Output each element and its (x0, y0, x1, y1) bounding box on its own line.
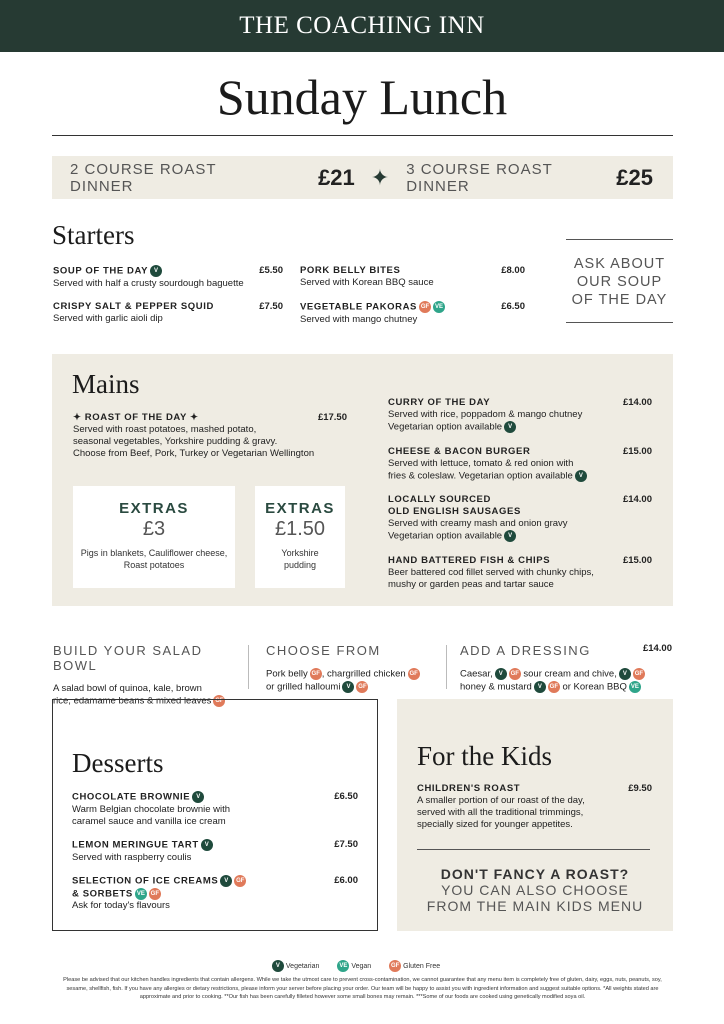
item-description: Served with raspberry coulis (72, 851, 192, 863)
vegetarian-badge-icon: V (192, 791, 204, 803)
legend-label: Vegan (351, 962, 372, 970)
three-course-label: 3 COURSE ROAST DINNER (406, 160, 553, 195)
item-description: Served with roast potatoes, mashed potato, (73, 424, 257, 435)
salad-heading: CHOOSE FROM (266, 643, 381, 658)
item-description: Warm Belgian chocolate brownie with (72, 803, 231, 815)
extras-title: EXTRAS (265, 500, 335, 517)
gluten-free-badge-icon: GF (149, 888, 161, 900)
vegetarian-badge-icon: V (495, 668, 507, 680)
item-description: specially sized for younger appetites. (417, 819, 573, 830)
salad-choose-column (266, 643, 441, 693)
gluten-free-badge-icon: GF (548, 681, 560, 693)
item-price: £15.00 (622, 555, 652, 566)
kids-heading: For the Kids (417, 741, 552, 771)
item-name: & SORBETS (72, 888, 133, 900)
dressing-option: Caesar, (460, 668, 493, 680)
extras-price: £1.50 (274, 518, 326, 540)
legend-label: Gluten Free (403, 962, 441, 970)
vegetarian-badge-icon: V (504, 530, 516, 542)
item-name: LEMON MERINGUE TART (72, 839, 199, 851)
item-description: served with all the traditional trimmings, (417, 807, 584, 818)
gluten-free-badge-icon: GF (356, 681, 368, 693)
dietary-legend (0, 960, 724, 972)
item-description: mushy or garden peas and tartar sauce (388, 579, 554, 590)
item-description: Served with creamy mash and onion gravy (388, 518, 568, 529)
two-course-price: £21 (318, 164, 355, 190)
dressing-option: sour cream and chive, (523, 668, 617, 680)
two-course-label: 2 COURSE ROAST DINNER (70, 160, 217, 195)
salad-option: or grilled halloumi (266, 681, 341, 693)
vegetarian-badge-icon: V (342, 681, 354, 693)
item-price: £6.50 (501, 301, 525, 312)
extras-description: Yorkshire (281, 548, 319, 558)
vegetarian-badge-icon: V (504, 421, 516, 433)
salad-description: A salad bowl of quinoa, kale, brown (53, 683, 202, 694)
salad-option: , chargrilled chicken (321, 668, 406, 680)
extras-box (73, 486, 235, 588)
salad-option: Pork belly (266, 668, 308, 680)
star-separator-icon: ✦ (370, 164, 391, 190)
item-name: CURRY OF THE DAY (388, 397, 491, 408)
menu-item (417, 783, 652, 831)
gluten-free-badge-icon: GF (408, 668, 420, 680)
soup-note-line: OUR SOUP (576, 274, 663, 290)
item-name: LOCALLY SOURCED (388, 494, 491, 505)
item-name: OLD ENGLISH SAUSAGES (388, 506, 521, 517)
item-price: £8.00 (501, 265, 525, 276)
menu-item (388, 555, 652, 591)
vegan-badge-icon: VE (629, 681, 641, 693)
item-description: Vegetarian option available (388, 421, 503, 433)
dressing-option: honey & mustard (460, 681, 532, 693)
extras-price: £3 (142, 518, 166, 540)
menu-item (388, 494, 652, 543)
item-price: £14.00 (622, 494, 652, 505)
salad-description: rice, edamame beans & mixed leaves (53, 695, 212, 707)
extras-description: Roast potatoes (123, 560, 185, 570)
item-description: Beer battered cod fillet served with chunky chips, (388, 567, 594, 578)
vegetarian-badge-icon: V (272, 960, 284, 972)
gluten-free-badge-icon: GF (234, 875, 246, 887)
item-price: £6.50 (334, 791, 358, 802)
item-name: CHILDREN'S ROAST (417, 783, 521, 794)
kids-menu-note (397, 866, 673, 914)
kids-note-line: FROM THE MAIN KIDS MENU (426, 898, 644, 914)
column-divider (248, 645, 249, 689)
gluten-free-badge-icon: GF (310, 668, 322, 680)
roast-price-bar (52, 156, 673, 199)
vegetarian-badge-icon: V (534, 681, 546, 693)
menu-item (53, 265, 283, 290)
restaurant-name-header: THE COACHING INN (0, 0, 724, 52)
menu-item (300, 301, 525, 326)
item-price: £7.50 (334, 839, 358, 850)
gluten-free-badge-icon: GF (389, 960, 401, 972)
extras-box (255, 486, 345, 588)
salad-price: £14.00 (642, 643, 672, 654)
soup-note (566, 239, 673, 323)
soup-note-line: OF THE DAY (571, 292, 668, 308)
item-name: SOUP OF THE DAY (53, 265, 149, 277)
allergen-disclaimer: Please be advised that our kitchen handles ingredients that contain allergens. While we take the utmost care to prevent cross-contamination, we cannot guarantee that any menu item is completely free of gluten, dairy, eggs, nuts, peanuts, soy, sesame, shellfish, fish. If you have any allergies or dietary restrictions, please inform your server before placing your order. Our team will be happy to assist you with ingredient information and suggest suitable options. *All weights stated are approximate and prior to cooking. **Our fish has been carefully filleted however some small bones may remain. ***Some of our foods are cooked using genetically modified soya oil. (63, 977, 662, 1000)
item-name: SELECTION OF ICE CREAMS (72, 875, 219, 887)
item-description: fries & coleslaw. Vegetarian option available (388, 470, 573, 482)
extras-title: EXTRAS (119, 500, 189, 517)
item-description: Served with mango chutney (300, 313, 418, 325)
extras-description: pudding (283, 560, 317, 570)
item-price: £17.50 (317, 412, 347, 423)
item-price: £6.00 (334, 875, 358, 886)
three-course-price: £25 (616, 164, 653, 190)
salad-heading: BUILD YOUR SALAD BOWL (53, 643, 203, 673)
menu-item (388, 397, 652, 434)
vegetarian-badge-icon: V (619, 668, 631, 680)
item-price: £15.00 (622, 446, 652, 457)
starters-heading: Starters (52, 220, 135, 250)
mains-heading: Mains (72, 369, 140, 399)
item-price: £14.00 (622, 397, 652, 408)
menu-item (72, 791, 358, 828)
item-price: £5.50 (259, 265, 283, 276)
salad-heading: ADD A DRESSING (460, 643, 591, 658)
legend-label: Vegetarian (285, 962, 320, 970)
title-divider (52, 135, 673, 136)
menu-item (72, 839, 358, 864)
menu-item (53, 301, 283, 325)
menu-item (388, 446, 652, 483)
gluten-free-badge-icon: GF (633, 668, 645, 680)
item-name: CHOCOLATE BROWNIE (72, 791, 191, 803)
vegan-badge-icon: VE (433, 301, 445, 313)
vegetarian-badge-icon: V (220, 875, 232, 887)
item-name: CRISPY SALT & PEPPER SQUID (53, 301, 214, 312)
column-divider (446, 645, 447, 689)
page-title: Sunday Lunch (216, 69, 508, 125)
vegetarian-badge-icon: V (150, 265, 162, 277)
salad-dressing-column (460, 643, 672, 693)
item-name: CHEESE & BACON BURGER (388, 446, 531, 457)
gluten-free-badge-icon: GF (419, 301, 431, 313)
item-description: Ask for today's flavours (72, 900, 170, 912)
soup-note-line: ASK ABOUT (573, 256, 666, 272)
item-description: Served with garlic aioli dip (53, 313, 163, 324)
gluten-free-badge-icon: GF (213, 695, 225, 707)
item-price: £9.50 (628, 783, 652, 794)
item-description: caramel sauce and vanilla ice cream (72, 815, 226, 827)
item-description: Served with rice, poppadom & mango chutney (388, 409, 583, 420)
kids-divider (417, 849, 650, 850)
item-price: £7.50 (259, 301, 283, 312)
item-description: A smaller portion of our roast of the day, (417, 795, 585, 806)
item-name: VEGETABLE PAKORAS (300, 301, 417, 313)
vegan-badge-icon: VE (135, 888, 147, 900)
item-description: Vegetarian option available (388, 530, 503, 542)
item-description: seasonal vegetables, Yorkshire pudding & gravy. (73, 436, 278, 447)
menu-item (72, 875, 358, 912)
item-description: Served with lettuce, tomato & red onion with (388, 458, 574, 469)
item-description: Served with Korean BBQ sauce (300, 277, 434, 288)
item-name: ✦ ROAST OF THE DAY ✦ (73, 412, 199, 423)
item-description: Served with half a crusty sourdough baguette (53, 277, 244, 289)
item-name: HAND BATTERED FISH & CHIPS (388, 555, 551, 566)
gluten-free-badge-icon: GF (509, 668, 521, 680)
salad-build-column (53, 643, 243, 708)
vegan-badge-icon: VE (337, 960, 349, 972)
dressing-option: or Korean BBQ (562, 681, 627, 693)
vegetarian-badge-icon: V (575, 470, 587, 482)
item-name: PORK BELLY BITES (300, 265, 401, 276)
vegetarian-badge-icon: V (201, 839, 213, 851)
menu-item (300, 265, 525, 289)
desserts-heading: Desserts (72, 748, 164, 778)
kids-note-line: DON'T FANCY A ROAST? (440, 866, 630, 882)
menu-item (73, 412, 347, 460)
extras-description: Pigs in blankets, Cauliflower cheese, (80, 548, 228, 558)
kids-note-line: YOU CAN ALSO CHOOSE (441, 882, 629, 898)
item-description: Choose from Beef, Pork, Turkey or Vegetarian Wellington (73, 448, 315, 459)
